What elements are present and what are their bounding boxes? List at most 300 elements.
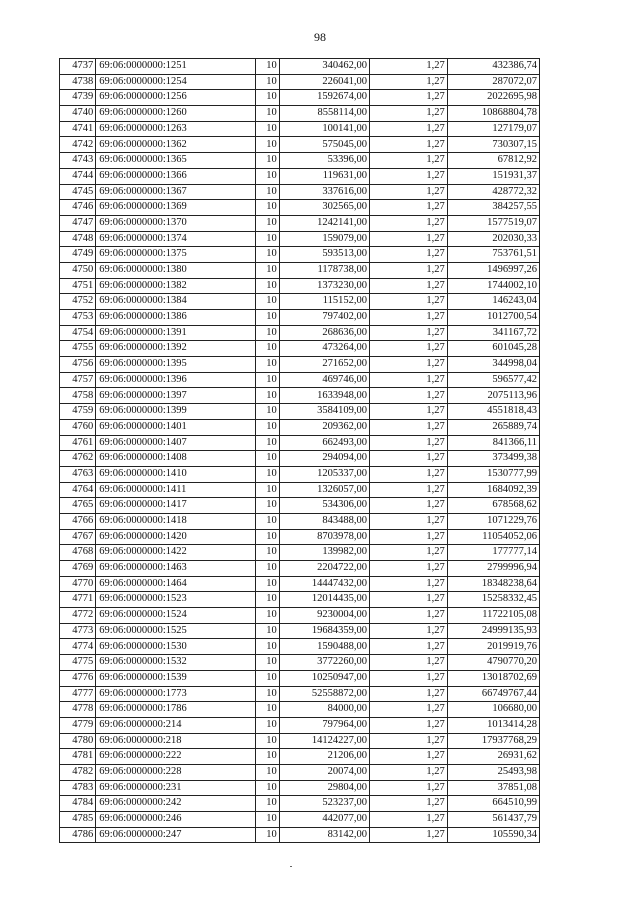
coefficient-cell: 1,27 [369,294,447,310]
result-cell: 18348238,64 [447,576,539,592]
row-number-cell: 4767 [60,529,96,545]
result-cell: 66749767,44 [447,686,539,702]
coefficient-cell: 1,27 [369,482,447,498]
row-number-cell: 4740 [60,106,96,122]
cadastral-number-cell: 69:06:0000000:1375 [96,247,256,263]
cadastral-number-cell: 69:06:0000000:1374 [96,231,256,247]
row-number-cell: 4768 [60,545,96,561]
cadastral-number-cell: 69:06:0000000:1463 [96,561,256,577]
coefficient-cell: 1,27 [369,655,447,671]
result-cell: 106680,00 [447,702,539,718]
rate-cell: 10 [255,357,279,373]
rate-cell: 10 [255,59,279,75]
table-row [60,623,540,639]
value-cell: 662493,00 [279,435,369,451]
row-number-cell: 4737 [60,59,96,75]
row-number-cell: 4786 [60,827,96,843]
coefficient-cell: 1,27 [369,749,447,765]
table-row [60,655,540,671]
coefficient-cell: 1,27 [369,247,447,263]
table-row [60,592,540,608]
table-row [60,262,540,278]
rate-cell: 10 [255,466,279,482]
row-number-cell: 4753 [60,310,96,326]
cadastral-number-cell: 69:06:0000000:1539 [96,670,256,686]
result-cell: 596577,42 [447,372,539,388]
result-cell: 384257,55 [447,200,539,216]
result-cell: 730307,15 [447,137,539,153]
cadastral-number-cell: 69:06:0000000:1773 [96,686,256,702]
result-cell: 287072,07 [447,74,539,90]
rate-cell: 10 [255,262,279,278]
coefficient-cell: 1,27 [369,341,447,357]
table-row [60,231,540,247]
value-cell: 19684359,00 [279,623,369,639]
rate-cell: 10 [255,231,279,247]
rate-cell: 10 [255,482,279,498]
rate-cell: 10 [255,372,279,388]
rate-cell: 10 [255,608,279,624]
value-cell: 1178738,00 [279,262,369,278]
rate-cell: 10 [255,310,279,326]
row-number-cell: 4745 [60,184,96,200]
coefficient-cell: 1,27 [369,670,447,686]
rate-cell: 10 [255,812,279,828]
scan-dot-mark [290,866,292,867]
result-cell: 67812,92 [447,153,539,169]
cadastral-number-cell: 69:06:0000000:1464 [96,576,256,592]
cadastral-number-cell: 69:06:0000000:1408 [96,451,256,467]
value-cell: 473264,00 [279,341,369,357]
coefficient-cell: 1,27 [369,200,447,216]
row-number-cell: 4764 [60,482,96,498]
coefficient-cell: 1,27 [369,153,447,169]
value-cell: 593513,00 [279,247,369,263]
table-row [60,482,540,498]
row-number-cell: 4771 [60,592,96,608]
value-cell: 469746,00 [279,372,369,388]
result-cell: 4551818,43 [447,404,539,420]
table-row [60,294,540,310]
rate-cell: 10 [255,200,279,216]
result-cell: 561437,79 [447,812,539,828]
row-number-cell: 4752 [60,294,96,310]
result-cell: 177777,14 [447,545,539,561]
value-cell: 271652,00 [279,357,369,373]
result-cell: 26931,62 [447,749,539,765]
coefficient-cell: 1,27 [369,419,447,435]
coefficient-cell: 1,27 [369,90,447,106]
table-row [60,466,540,482]
value-cell: 3772260,00 [279,655,369,671]
table-row [60,561,540,577]
coefficient-cell: 1,27 [369,184,447,200]
rate-cell: 10 [255,404,279,420]
row-number-cell: 4742 [60,137,96,153]
cadastral-number-cell: 69:06:0000000:1366 [96,168,256,184]
value-cell: 9230004,00 [279,608,369,624]
cadastral-number-cell: 69:06:0000000:1365 [96,153,256,169]
rate-cell: 10 [255,561,279,577]
data-table-container [59,58,540,843]
cadastral-number-cell: 69:06:0000000:1384 [96,294,256,310]
result-cell: 1744002,10 [447,278,539,294]
value-cell: 139982,00 [279,545,369,561]
cadastral-number-cell: 69:06:0000000:1422 [96,545,256,561]
rate-cell: 10 [255,513,279,529]
value-cell: 294094,00 [279,451,369,467]
row-number-cell: 4766 [60,513,96,529]
coefficient-cell: 1,27 [369,435,447,451]
coefficient-cell: 1,27 [369,623,447,639]
rate-cell: 10 [255,733,279,749]
table-row [60,106,540,122]
coefficient-cell: 1,27 [369,74,447,90]
result-cell: 10868804,78 [447,106,539,122]
table-row [60,702,540,718]
cadastral-number-cell: 69:06:0000000:1407 [96,435,256,451]
row-number-cell: 4758 [60,388,96,404]
table-row [60,278,540,294]
coefficient-cell: 1,27 [369,733,447,749]
rate-cell: 10 [255,435,279,451]
result-cell: 11054052,06 [447,529,539,545]
result-cell: 1684092,39 [447,482,539,498]
row-number-cell: 4749 [60,247,96,263]
cadastral-number-cell: 69:06:0000000:1399 [96,404,256,420]
rate-cell: 10 [255,247,279,263]
value-cell: 1242141,00 [279,215,369,231]
table-row [60,90,540,106]
rate-cell: 10 [255,294,279,310]
coefficient-cell: 1,27 [369,106,447,122]
table-row [60,200,540,216]
result-cell: 17937768,29 [447,733,539,749]
value-cell: 21206,00 [279,749,369,765]
result-cell: 127179,07 [447,121,539,137]
value-cell: 523237,00 [279,796,369,812]
row-number-cell: 4757 [60,372,96,388]
rate-cell: 10 [255,796,279,812]
result-cell: 601045,28 [447,341,539,357]
cadastral-number-cell: 69:06:0000000:1410 [96,466,256,482]
table-row [60,137,540,153]
value-cell: 20074,00 [279,764,369,780]
value-cell: 226041,00 [279,74,369,90]
value-cell: 442077,00 [279,812,369,828]
rate-cell: 10 [255,655,279,671]
table-row [60,372,540,388]
rate-cell: 10 [255,576,279,592]
row-number-cell: 4738 [60,74,96,90]
table-row [60,686,540,702]
cadastral-number-cell: 69:06:0000000:242 [96,796,256,812]
page-number: 98 [314,30,326,44]
coefficient-cell: 1,27 [369,780,447,796]
data-table [59,58,540,843]
row-number-cell: 4751 [60,278,96,294]
coefficient-cell: 1,27 [369,121,447,137]
result-cell: 1071229,76 [447,513,539,529]
rate-cell: 10 [255,419,279,435]
cadastral-number-cell: 69:06:0000000:222 [96,749,256,765]
table-row [60,670,540,686]
value-cell: 1633948,00 [279,388,369,404]
table-row [60,827,540,843]
table-row [60,717,540,733]
result-cell: 2022695,98 [447,90,539,106]
cadastral-number-cell: 69:06:0000000:1382 [96,278,256,294]
coefficient-cell: 1,27 [369,827,447,843]
table-row [60,215,540,231]
table-row [60,576,540,592]
rate-cell: 10 [255,168,279,184]
result-cell: 11722105,08 [447,608,539,624]
rate-cell: 10 [255,388,279,404]
value-cell: 115152,00 [279,294,369,310]
row-number-cell: 4743 [60,153,96,169]
cadastral-number-cell: 69:06:0000000:1401 [96,419,256,435]
result-cell: 341167,72 [447,325,539,341]
table-row [60,608,540,624]
rate-cell: 10 [255,670,279,686]
coefficient-cell: 1,27 [369,561,447,577]
coefficient-cell: 1,27 [369,404,447,420]
cadastral-number-cell: 69:06:0000000:1417 [96,498,256,514]
cadastral-number-cell: 69:06:0000000:1386 [96,310,256,326]
cadastral-number-cell: 69:06:0000000:1420 [96,529,256,545]
cadastral-number-cell: 69:06:0000000:1260 [96,106,256,122]
coefficient-cell: 1,27 [369,137,447,153]
table-row [60,184,540,200]
coefficient-cell: 1,27 [369,451,447,467]
cadastral-number-cell: 69:06:0000000:1254 [96,74,256,90]
result-cell: 202030,33 [447,231,539,247]
value-cell: 797402,00 [279,310,369,326]
table-row [60,404,540,420]
value-cell: 2204722,00 [279,561,369,577]
table-row [60,812,540,828]
coefficient-cell: 1,27 [369,702,447,718]
cadastral-number-cell: 69:06:0000000:1391 [96,325,256,341]
value-cell: 534306,00 [279,498,369,514]
result-cell: 2799996,94 [447,561,539,577]
table-row [60,341,540,357]
result-cell: 678568,62 [447,498,539,514]
row-number-cell: 4778 [60,702,96,718]
cadastral-number-cell: 69:06:0000000:247 [96,827,256,843]
value-cell: 10250947,00 [279,670,369,686]
row-number-cell: 4739 [60,90,96,106]
result-cell: 428772,32 [447,184,539,200]
result-cell: 13018702,69 [447,670,539,686]
table-row [60,513,540,529]
row-number-cell: 4770 [60,576,96,592]
table-row [60,451,540,467]
row-number-cell: 4748 [60,231,96,247]
cadastral-number-cell: 69:06:0000000:1524 [96,608,256,624]
coefficient-cell: 1,27 [369,796,447,812]
coefficient-cell: 1,27 [369,357,447,373]
value-cell: 14124227,00 [279,733,369,749]
table-row [60,168,540,184]
table-row [60,545,540,561]
cadastral-number-cell: 69:06:0000000:1396 [96,372,256,388]
row-number-cell: 4780 [60,733,96,749]
result-cell: 2019919,76 [447,639,539,655]
table-row [60,435,540,451]
result-cell: 753761,51 [447,247,539,263]
row-number-cell: 4784 [60,796,96,812]
value-cell: 8558114,00 [279,106,369,122]
coefficient-cell: 1,27 [369,388,447,404]
coefficient-cell: 1,27 [369,576,447,592]
value-cell: 797964,00 [279,717,369,733]
rate-cell: 10 [255,106,279,122]
value-cell: 119631,00 [279,168,369,184]
cadastral-number-cell: 69:06:0000000:1532 [96,655,256,671]
row-number-cell: 4782 [60,764,96,780]
table-row [60,529,540,545]
rate-cell: 10 [255,780,279,796]
rate-cell: 10 [255,827,279,843]
value-cell: 29804,00 [279,780,369,796]
result-cell: 4790770,20 [447,655,539,671]
value-cell: 8703978,00 [279,529,369,545]
row-number-cell: 4761 [60,435,96,451]
value-cell: 1205337,00 [279,466,369,482]
table-row [60,325,540,341]
result-cell: 37851,08 [447,780,539,796]
value-cell: 12014435,00 [279,592,369,608]
cadastral-number-cell: 69:06:0000000:1380 [96,262,256,278]
row-number-cell: 4744 [60,168,96,184]
cadastral-number-cell: 69:06:0000000:1525 [96,623,256,639]
table-row [60,749,540,765]
coefficient-cell: 1,27 [369,59,447,75]
cadastral-number-cell: 69:06:0000000:1418 [96,513,256,529]
coefficient-cell: 1,27 [369,545,447,561]
value-cell: 100141,00 [279,121,369,137]
value-cell: 302565,00 [279,200,369,216]
coefficient-cell: 1,27 [369,466,447,482]
table-row [60,247,540,263]
table-row [60,498,540,514]
coefficient-cell: 1,27 [369,592,447,608]
result-cell: 1496997,26 [447,262,539,278]
rate-cell: 10 [255,686,279,702]
value-cell: 83142,00 [279,827,369,843]
rate-cell: 10 [255,137,279,153]
value-cell: 1373230,00 [279,278,369,294]
cadastral-number-cell: 69:06:0000000:1369 [96,200,256,216]
value-cell: 1590488,00 [279,639,369,655]
result-cell: 1013414,28 [447,717,539,733]
value-cell: 340462,00 [279,59,369,75]
row-number-cell: 4772 [60,608,96,624]
rate-cell: 10 [255,74,279,90]
row-number-cell: 4763 [60,466,96,482]
coefficient-cell: 1,27 [369,262,447,278]
coefficient-cell: 1,27 [369,608,447,624]
cadastral-number-cell: 69:06:0000000:1411 [96,482,256,498]
cadastral-number-cell: 69:06:0000000:228 [96,764,256,780]
row-number-cell: 4779 [60,717,96,733]
value-cell: 337616,00 [279,184,369,200]
row-number-cell: 4776 [60,670,96,686]
rate-cell: 10 [255,341,279,357]
row-number-cell: 4741 [60,121,96,137]
row-number-cell: 4760 [60,419,96,435]
coefficient-cell: 1,27 [369,513,447,529]
result-cell: 1012700,54 [447,310,539,326]
result-cell: 1577519,07 [447,215,539,231]
value-cell: 1592674,00 [279,90,369,106]
value-cell: 575045,00 [279,137,369,153]
cadastral-number-cell: 69:06:0000000:1367 [96,184,256,200]
rate-cell: 10 [255,153,279,169]
table-row [60,59,540,75]
row-number-cell: 4765 [60,498,96,514]
row-number-cell: 4785 [60,812,96,828]
row-number-cell: 4754 [60,325,96,341]
cadastral-number-cell: 69:06:0000000:1263 [96,121,256,137]
cadastral-number-cell: 69:06:0000000:1530 [96,639,256,655]
rate-cell: 10 [255,215,279,231]
value-cell: 84000,00 [279,702,369,718]
row-number-cell: 4783 [60,780,96,796]
cadastral-number-cell: 69:06:0000000:246 [96,812,256,828]
row-number-cell: 4781 [60,749,96,765]
row-number-cell: 4755 [60,341,96,357]
cadastral-number-cell: 69:06:0000000:1786 [96,702,256,718]
result-cell: 1530777,99 [447,466,539,482]
cadastral-number-cell: 69:06:0000000:1362 [96,137,256,153]
result-cell: 146243,04 [447,294,539,310]
rate-cell: 10 [255,278,279,294]
rate-cell: 10 [255,451,279,467]
table-row [60,419,540,435]
row-number-cell: 4759 [60,404,96,420]
result-cell: 373499,38 [447,451,539,467]
result-cell: 265889,74 [447,419,539,435]
result-cell: 841366,11 [447,435,539,451]
row-number-cell: 4769 [60,561,96,577]
table-row [60,733,540,749]
rate-cell: 10 [255,764,279,780]
row-number-cell: 4773 [60,623,96,639]
table-row [60,764,540,780]
value-cell: 3584109,00 [279,404,369,420]
cadastral-number-cell: 69:06:0000000:231 [96,780,256,796]
table-body [60,59,540,843]
rate-cell: 10 [255,639,279,655]
cadastral-number-cell: 69:06:0000000:214 [96,717,256,733]
row-number-cell: 4747 [60,215,96,231]
value-cell: 1326057,00 [279,482,369,498]
coefficient-cell: 1,27 [369,498,447,514]
cadastral-number-cell: 69:06:0000000:1251 [96,59,256,75]
coefficient-cell: 1,27 [369,372,447,388]
cadastral-number-cell: 69:06:0000000:1370 [96,215,256,231]
value-cell: 53396,00 [279,153,369,169]
row-number-cell: 4777 [60,686,96,702]
rate-cell: 10 [255,545,279,561]
cadastral-number-cell: 69:06:0000000:218 [96,733,256,749]
rate-cell: 10 [255,592,279,608]
row-number-cell: 4756 [60,357,96,373]
table-row [60,796,540,812]
